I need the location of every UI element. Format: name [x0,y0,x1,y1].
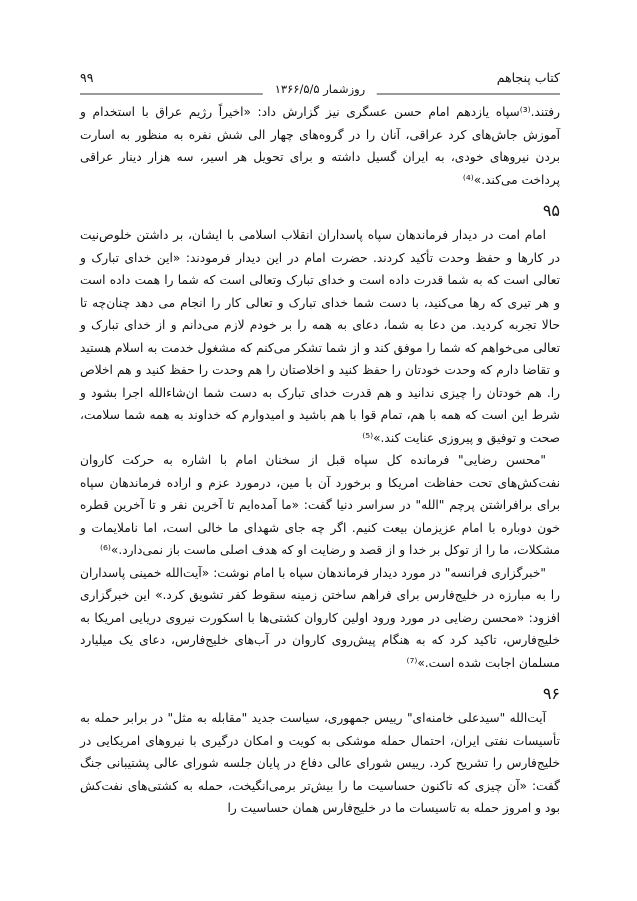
entry-95-paragraph-2: "محسن رضایی" فرمانده کل سپاه قبل از سخنان امام با اشاره به حرکت کاروان نفت‌کش‌های تحت حفاظت امریکا و برخورد آن با مین، درمورد عزم و اراده فرماندهان سپاه برای برافراشتن پرچم "الله" در سراسر دنیا گفت: «ما آمده‌ایم تا آخرین نفر و تا آخرین قطره خون دوباره با امام عزیزمان بیعت کنیم. اگر چه جای شهدای ما خالی است، اما ناملایمات و مشکلات، ما را از توکل بر خدا و از قصد و رضایت او که هدف اصلی ماست باز نمی‌دارد.»⁽⁶⁾ [80,453,560,557]
entry-number-95: ۹۵ [542,201,560,220]
page-body [80,101,560,820]
entry-number-96: ۹۶ [542,684,560,703]
entry-95-paragraph-1: امام امت در دیدار فرماندهان سپاه پاسداران انقلاب اسلامی با ایشان، بر داشتن خلوص‌نیت در کارها و حفظ وحدت تأکید کردند. حضرت امام در این دیدار فرمودند: «این خدای تبارک و تعالی است که به شما قدرت داده است و خدای تبارک وتعالی است که شما را همت داده است و هر تیری که رها می‌کنید، با دست شما خدای تبارک و تعالی کار را انجام می دهد چنان‌چه تا حالا تجربه کردید. من دعا به شما، دعای به همه را بر خودم لازم می‌دانم و از خدای تبارک و تعالی می‌خواهم که شما را موفق کند و از شما تشکر می‌کنم که مشغول خدمت به اسلام هستید و تقاضا دارم که وحدت خودتان را حفظ کنید و اخلاصتان را هم وحدت را حفظ کنید و هم اخلاص را. هم خودتان را چیزی ندانید و هم قدرت خدای تبارک به دست شما ان‌شاءالله اجرا بشود و شرط این است که همه با هم، تمام قوا با هم باشید و امیدوارم که خداوند به همه شما سلامت، صحت و توفیق و پیروزی عنایت کند.»⁽⁵⁾ [80,228,560,445]
book-page [80,64,560,820]
page-number: ۹۹ [80,70,94,85]
entry-96-paragraph-1: آیت‌الله "سیدعلی خامنه‌ای" رییس جمهوری، سیاست جدید "مقابله به مثل" در برابر حمله به تأسیسات نفتی ایران، احتمال حمله موشکی به کویت و امکان درگیری با نیروهای امریکایی در خلیج‌فارس را تشریح کرد. رییس شورای عالی دفاع در پایان جلسه شورای عالی پشتیبانی جنگ گفت: «آن چیزی که تاکنون حساسیت ما را بیش‌تر برمی‌انگیخت، حمله به کشتی‌های نفت‌کش بود و امروز حمله به تاسیسات ما در خلیج‌فارس همان حساسیت را [80,711,560,815]
intro-paragraph: رفتند.⁽³⁾سپاه یازدهم امام حسن عسگری نیز گزارش داد: «اخیراً رژیم عراق با استخدام و آموزش جاش‌های کرد عراقی، آنان را در گروه‌های چهار الی شش نفره به منظور به اسارت بردن نیروهای خودی، به ایران گسیل داشته و برای تحویل هر اسیر، سه هزار دینار عراقی پرداخت می‌کند.»⁽⁴⁾ [80,105,560,187]
running-header [80,64,560,94]
book-title: کتاب پنجاهم [496,70,560,85]
chronicle-date: روزشمار ۱۳۶۶/۵/۵ [263,82,377,96]
entry-95-paragraph-3: "خبرگزاری فرانسه" در مورد دیدار فرماندهان سپاه با امام نوشت: «آیت‌الله خمینی پاسداران را به مبارزه در خلیج‌فارس برای فراهم ساختن زمینه سقوط کفر تشویق کرد.» این خبرگزاری افزود: «محسن رضایی در مورد ورود اولین کاروان کشتی‌ها با اسکورت نیروی دریایی امریکا به خلیج‌فارس، تاکید کرد که به هنگام پیش‌روی کاروان در آب‌های خلیج‌فارس، دعای یک میلیارد مسلمان اجابت شده است.»⁽⁷⁾ [80,565,560,670]
